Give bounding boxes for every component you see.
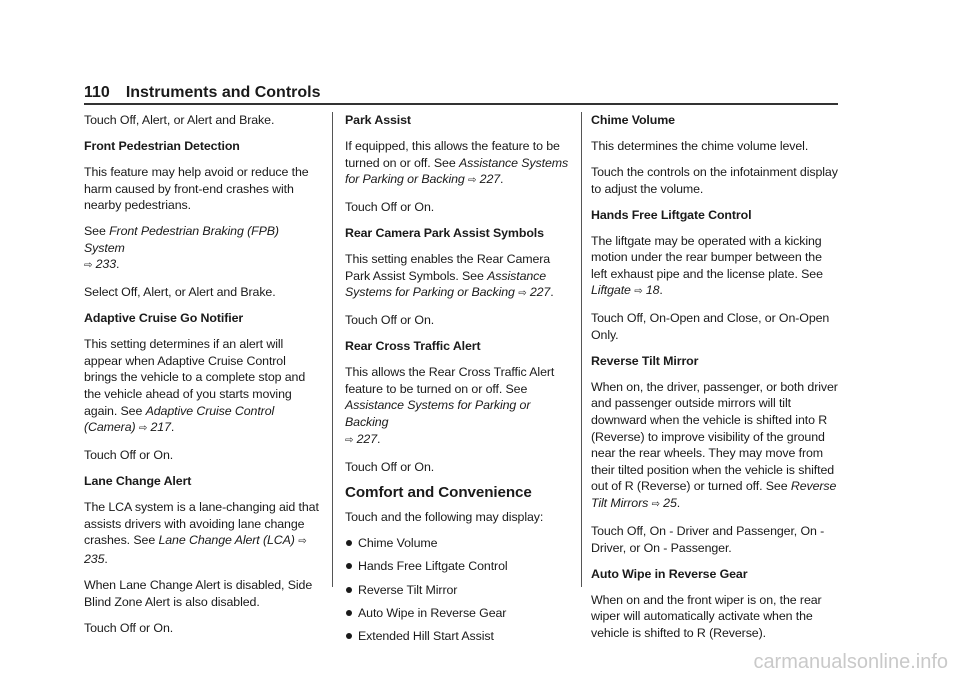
page-ref-arrow-icon: ⇨ (84, 260, 93, 272)
cross-reference-link[interactable]: Assistance Systems for Parking or Backing (345, 398, 531, 430)
chapter-title: Instruments and Controls (125, 84, 321, 101)
paragraph: When on and the front wiper is on, the rear wiper will automatically activate when the vehicle is shifted to R (Reverse). (591, 592, 822, 640)
paragraph: Touch Off, On - Driver and Passenger, On - Driver, or On - Passenger. (591, 524, 825, 555)
subheading: Adaptive Cruise Go Notifier (84, 311, 244, 326)
paragraph: Select Off, Alert, or Alert and Brake. (84, 285, 276, 300)
page-ref-number[interactable]: 18 (645, 283, 660, 298)
paragraph: If equipped, this allows the feature to be turned on or off. See Assistance Systems for Parking or Backing ⇨ 227. (345, 138, 569, 187)
column-right (591, 112, 841, 651)
subheading: Park Assist (345, 113, 411, 127)
paragraph: Touch Off or On. (345, 459, 435, 474)
subheading: Auto Wipe in Reverse Gear (591, 566, 748, 581)
page-ref-arrow-icon: ⇨ (634, 286, 643, 298)
page-ref-number[interactable]: 233 (95, 257, 116, 272)
page-ref-number[interactable]: 25 (663, 496, 677, 511)
paragraph: The LCA system is a lane-changing aid that assists drivers with avoiding lane change crashes. See Lane Change Alert (LCA) ⇨ 235. (84, 500, 319, 566)
page-ref-arrow-icon: ⇨ (518, 288, 527, 300)
paragraph: The liftgate may be operated with a kicking motion under the rear bumper between the left exhaust pipe and the license plate. See Liftgate ⇨ 18. (591, 233, 823, 298)
cross-reference-link[interactable]: Front Pedestrian Braking (FPB) System (84, 224, 279, 255)
paragraph: Touch Off or On. (84, 620, 174, 635)
page-ref-arrow-icon: ⇨ (345, 434, 354, 446)
header-rule (84, 103, 838, 105)
page-ref-number[interactable]: 217 (150, 420, 171, 435)
subheading: Hands Free Liftgate Control (591, 207, 752, 222)
column-divider (332, 112, 333, 587)
list-item: Auto Wipe in Reverse Gear (345, 605, 577, 622)
paragraph: Touch Off or On. (84, 448, 174, 463)
page-ref-arrow-icon: ⇨ (138, 423, 148, 435)
subheading: Chime Volume (591, 113, 675, 127)
paragraph: Touch Off or On. (345, 200, 435, 215)
page-ref-number[interactable]: 235 (84, 551, 105, 566)
paragraph: Touch Off or On. (345, 313, 435, 328)
subheading: Lane Change Alert (84, 474, 192, 489)
column-divider (581, 112, 582, 587)
section-heading: Comfort and Convenience (345, 483, 532, 501)
paragraph: See Front Pedestrian Braking (FPB) System ⇨ 233. (84, 224, 279, 272)
page-ref-arrow-icon: ⇨ (651, 499, 660, 511)
subheading: Rear Camera Park Assist Symbols (345, 226, 544, 241)
cross-reference-link[interactable]: Reverse Tilt Mirrors (591, 479, 837, 511)
subheading: Rear Cross Traffic Alert (345, 339, 481, 354)
cross-reference-link[interactable]: Assistance Systems for Parking or Backing (345, 155, 569, 187)
paragraph: Touch and the following may display: (345, 510, 544, 525)
watermark: carmanualsonline.info (753, 651, 948, 673)
subheading: Reverse Tilt Mirror (591, 353, 699, 368)
page-ref-number[interactable]: 227 (356, 431, 377, 446)
subheading: Front Pedestrian Detection (84, 138, 240, 153)
paragraph: When Lane Change Alert is disabled, Side Blind Zone Alert is also disabled. (84, 577, 313, 609)
paragraph: Touch Off, On-Open and Close, or On-Open Only. (591, 311, 830, 342)
paragraph: When on, the driver, passenger, or both driver and passenger outside mirrors will tilt downward when the vehicle is shifted into R (Reverse) to improve visibility of the ground near the rear wheels. They may move from their tilted position when the vehicle is shifted out of R (Reverse) or turned off. See Reverse Tilt Mirrors ⇨ 25. (591, 379, 838, 511)
cross-reference-link[interactable]: Assistance Systems for Parking or Backing (345, 268, 547, 300)
paragraph: This allows the Rear Cross Traffic Alert feature to be turned on or off. See Assistance Systems for Parking or Backing ⇨ 227. (345, 365, 555, 446)
paragraph: This setting determines if an alert will appear when Adaptive Cruise Control brings the vehicle to a complete stop and the vehicle ahead of you starts moving again. See Adaptive Cruise Control (Camera) ⇨ 217. (84, 337, 306, 435)
paragraph: Touch the controls on the infotainment display to adjust the volume. (591, 164, 838, 196)
cross-reference-link[interactable]: Lane Change Alert (LCA) (158, 533, 295, 548)
bullet-list (345, 535, 577, 644)
page-number: 110 (84, 84, 110, 101)
page-ref-number[interactable]: 227 (529, 285, 551, 300)
paragraph: Touch Off, Alert, or Alert and Brake. (84, 113, 275, 127)
paragraph: This setting enables the Rear Camera Park Assist Symbols. See Assistance Systems for Parking or Backing ⇨ 227. (345, 252, 554, 300)
page-ref-arrow-icon: ⇨ (298, 536, 307, 548)
paragraph: This feature may help avoid or reduce the harm caused by front-end crashes with nearby pedestrians. (84, 164, 309, 213)
list-item: Extended Hill Start Assist (345, 628, 577, 645)
page-ref-number[interactable]: 227 (479, 172, 501, 187)
paragraph: This determines the chime volume level. (591, 138, 809, 153)
cross-reference-link[interactable]: Adaptive Cruise Control (Camera) (84, 403, 275, 435)
list-item: Chime Volume (345, 535, 577, 552)
cross-reference-link[interactable]: Liftgate (591, 283, 631, 298)
page-ref-arrow-icon: ⇨ (468, 175, 477, 187)
list-item: Reverse Tilt Mirror (345, 582, 577, 599)
list-item: Hands Free Liftgate Control (345, 558, 577, 575)
column-left (84, 112, 320, 646)
column-middle (345, 112, 577, 651)
